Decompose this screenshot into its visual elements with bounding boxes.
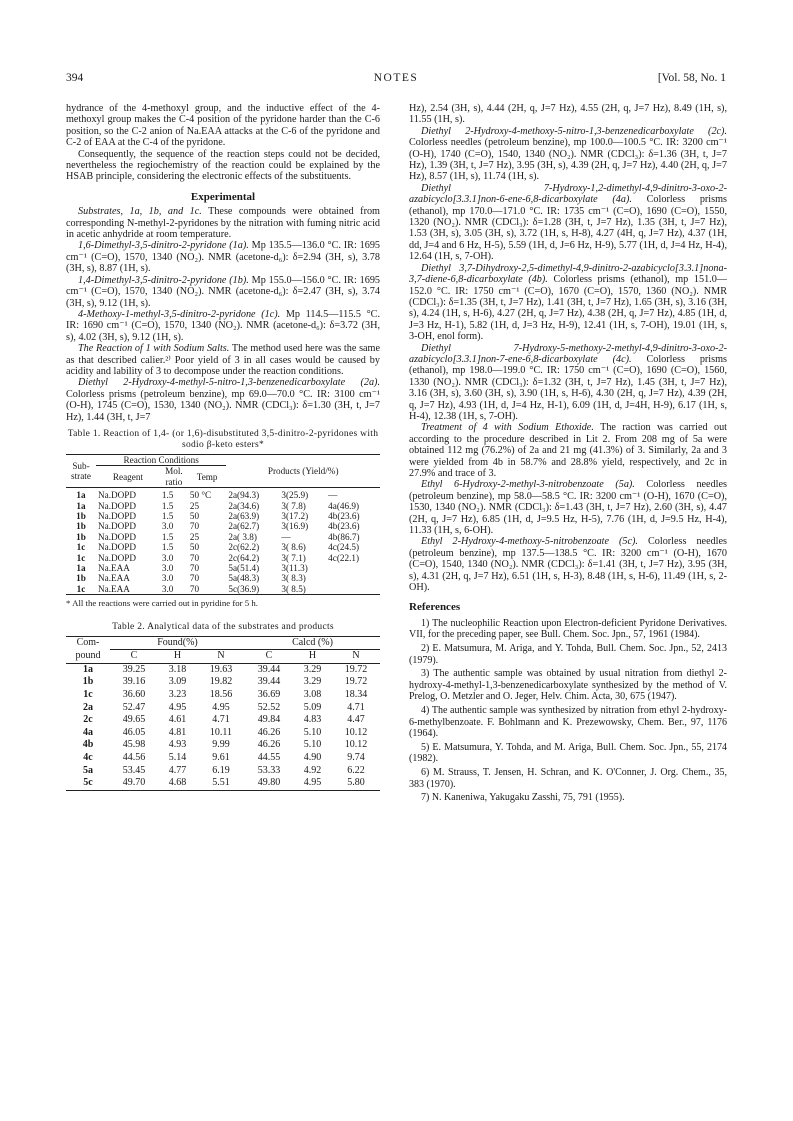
table1-cell: 1b: [76, 521, 86, 532]
table2-cell: 44.56: [122, 752, 146, 763]
reference-item: 2) E. Matsumura, M. Ariga, and Y. Tohda, Bull. Chem. Soc. Jpn., 52, 2413 (1979).: [409, 643, 727, 666]
table2-caption: Table 2. Analytical data of the substrates and products: [112, 621, 334, 632]
table2-cell: 49.70: [122, 777, 146, 789]
table2-cell: 4.95: [168, 701, 187, 713]
table1-cell: 3(25.9): [281, 490, 309, 501]
table2-cell: 3.23: [168, 689, 187, 701]
paragraph-body: Colorless prisms (ethanol), mp 151.0—152.0 °C. IR: 1750 cm⁻¹ (C=O), 1670 (C=O), 1570, 1360 (NO₂). NMR (CDCl₃): δ=1.35 (3H, t, J=7 Hz), 1.41 (3H, t, J=7 Hz), 1.65 (3H, s), 3.16 (3H, s), 4.24 (1H, s, H-6), 4.27 (2H, q, J=7 Hz), 4.38 (2H, q, J=7 Hz), 4.85 (1H, d, J=3 Hz, H-1), 5.82 (1H, d, J=3 Hz, H-9), 12.41 (1H, s, 7-OH), 19.01 (1H, s, 3-OH, enol form).: [409, 274, 727, 343]
right-paragraph: [409, 343, 727, 423]
table1-row: [66, 553, 380, 563]
table1-row: [66, 532, 380, 542]
right-paragraph: [409, 536, 727, 593]
table2-cell: 1c: [83, 689, 93, 701]
paragraph-body: Colorless needles (petroleum benzine), mp 58.0—58.5 °C. IR: 3200 cm⁻¹ (O-H), 1670 (C=O), 1530, 1340 (NO₂). NMR (CDCl₃): δ=1.43 (3H, t, J=7 Hz), 2.60 (3H, s), 4.47 (2H, q, J=7 Hz), 6.85 (1H, d, J=9.5 Hz, H-5), 7.76 (1H, d, J=9.5 Hz, H-4), 11.33 (1H, s, 6-OH).: [409, 479, 727, 537]
table1-cell: Na.EAA: [98, 573, 130, 584]
table2-cell: 4.95: [212, 701, 230, 713]
table1-cell: 3.0: [161, 521, 174, 532]
table2-head-compound: Com-pound: [66, 636, 110, 663]
paragraph-title: Diethyl 2-Hydroxy-4-methyl-5-nitro-1,3-benzenedicarboxylate (2a).: [78, 377, 380, 389]
table1-cell: 4b(23.6): [328, 511, 360, 521]
table2-cell: 10.12: [344, 739, 368, 751]
table2-row: [66, 752, 380, 765]
table2-cell: 4.71: [212, 714, 230, 726]
table2-cell: 10.12: [344, 726, 368, 738]
table1-cell: 25: [189, 500, 200, 511]
table1-cell: 1.5: [161, 511, 174, 521]
reference-item: 1) The nucleophilic Reaction upon Electron-deficient Pyridone Derivatives. VII, for the preceding paper, see Bull. Chem. Soc. Jpn., 57, 1961 (1984).: [409, 617, 727, 641]
table1-cell: 2a(62.7): [228, 521, 260, 532]
intro-paragraph: hydrance of the 4-methoxyl group, and the inductive effect of the 4-methoxyl group makes the C-4 position of the pyridone harder than the C-6 position, so the C-2 anion of Na.EAA attacks at the C-6 of the pyridone and C-2 of EAA at the C-4 of the pyridone.: [66, 103, 380, 149]
table2-cell: 3.08: [303, 689, 322, 701]
table1-cell: 4c(24.5): [328, 542, 360, 553]
table1-cell: 3.0: [161, 573, 174, 584]
right-paragraph: [409, 126, 727, 183]
table1-cell: 1a: [76, 563, 86, 574]
table2-cell: 2a: [83, 701, 93, 713]
table1-cell: 1.5: [161, 542, 174, 553]
table2-cell: 10.11: [209, 726, 233, 738]
paragraph-title: 4-Methoxy-1-methyl-3,5-dinitro-2-pyridone (1c).: [78, 308, 281, 320]
table1-cell: 4b(86.7): [328, 531, 360, 542]
table1-cell: 1a: [76, 490, 86, 501]
right-paragraph: [409, 479, 727, 536]
table2-cell: 4.95: [303, 777, 322, 789]
paragraph-title: The Reaction of 1 with Sodium Salts.: [78, 343, 230, 355]
table2-cell: 5.10: [303, 739, 322, 751]
table2-cell: 19.82: [209, 676, 233, 688]
table2-cell: 4.93: [168, 739, 187, 751]
table2-cell: 5.80: [347, 777, 365, 789]
paragraph-body: Mp 155.0—156.0 °C. IR: 1695 cm⁻¹ (C=O), 1570, 1340 (NO₂). NMR (acetone-d₆): δ=2.47 (3H, s), 3.74 (3H, s), 9.12 (1H, s).: [66, 274, 381, 309]
table1-cell: 70: [189, 552, 200, 563]
table2-cell: 3.18: [168, 663, 187, 675]
table2-cell: 39.44: [257, 663, 281, 675]
paragraph-title: Ethyl 6-Hydroxy-2-methyl-3-nitrobenzoate (5a).: [421, 479, 635, 491]
table1-head-products: Products (Yield/%): [226, 454, 380, 487]
table1-cell: 3( 7.8): [281, 500, 306, 511]
table2-col-head: C: [110, 650, 158, 664]
experimental-paragraph: [66, 309, 380, 343]
table2-head-calcd: Calcd (%): [245, 636, 380, 650]
table1-cell: [326, 573, 380, 583]
references-list: [409, 618, 727, 804]
table2-cell: 46.05: [122, 726, 146, 738]
table2-cell: 18.56: [209, 689, 233, 701]
right-paragraph: [409, 103, 727, 126]
table1-cell: 3( 8.5): [281, 583, 306, 594]
table2-cell: 49.65: [122, 714, 146, 726]
right-paragraph: [409, 422, 727, 479]
running-header: [66, 72, 726, 88]
table2-cell: 4.83: [303, 714, 322, 726]
table2-cell: 46.26: [257, 739, 281, 751]
table1-cell: 3(11.3): [281, 563, 308, 574]
table1-cell: 1.5: [161, 490, 174, 501]
table2-cell: 1b: [82, 676, 94, 688]
experimental-heading: Experimental: [190, 190, 256, 203]
table1-cell: 3.0: [161, 552, 174, 563]
left-column: [66, 103, 380, 791]
table1-cell: 4c(22.1): [328, 552, 360, 563]
table1-cell: 1b: [76, 573, 86, 584]
reference-item: 6) M. Strauss, T. Jensen, H. Schran, and K. O'Conner, J. Org. Chem., 35, 383 (1970).: [409, 767, 727, 790]
table1-cell: 2c(64.2): [228, 552, 260, 563]
table1-cell: 1c: [76, 583, 86, 594]
table1-cell: Na.DOPD: [98, 511, 137, 521]
table2-cell: 19.72: [344, 676, 368, 688]
table2-cell: 52.52: [257, 701, 281, 713]
table2-cell: 9.74: [347, 752, 365, 763]
table2-cell: 4c: [83, 752, 93, 763]
reference-item: 3) The authentic sample was obtained by usual nitration from diethyl 2-hydroxy-4-methyl-1,3-benzenedicarboxylate synthesized by the method of V. Prelog, O. Metzler and O. Jeger, Helv. Chim. Acta, 30, 675 (1947).: [409, 668, 727, 703]
table2-cell: 4a: [83, 726, 93, 738]
references-heading: References: [409, 601, 461, 614]
paragraph-body: Colorless prisms (ethanol), mp 198.0—199.0 °C. IR: 1750 cm⁻¹ (C=O), 1690 (C=O), 1560, 1330 (NO₂). NMR (CDCl₃): δ=1.32 (3H, t, J=7 Hz), 1.45 (3H, t, J=7 Hz), 3.16 (3H, s), 3.60 (3H, s), 3.90 (1H, s, H-6), 4.30 (2H, q, J=7 Hz), 4.39 (2H, q, J=7 Hz), 4.93 (1H, d, J=4 Hz, H-1), 6.09 (1H, d, J=4H, H-9), 6.17 (1H, s, H-4), 12.38 (1H, s, 7-OH).: [409, 353, 727, 422]
table2-cell: 44.55: [257, 752, 281, 763]
paragraph-body: Colorless needles (petroleum benzine), mp 137.5—138.5 °C. IR: 3200 cm⁻¹ (O-H), 1670 (C=O), 1540, 1340 (NO₂). NMR (CDCl₃): δ=1.41 (3H, t, J=7 Hz), 3.95 (3H, s), 4.31 (2H, q, J=7 Hz), 6.51 (1H, s, H-3), 8.48 (1H, s, H-6), 11.49 (1H, s, 2-OH).: [409, 536, 727, 594]
table2-row: [66, 777, 380, 790]
paragraph-body: The method used here was the same as that described calier.²⁾ Poor yield of 3 in all cases would be caused by acidity and lability of 3 to decompose under the reaction conditions.: [66, 343, 380, 377]
paragraph-body: Colorless prisms (ethanol), mp 170.0—171.0 °C. IR: 1735 cm⁻¹ (C=O), 1690 (C=O), 1550, 1320 (NO₂). NMR (CDCl₃): δ=1.28 (3H, t, J=7 Hz), 1.35 (3H, t, J=7 Hz), 1.53 (3H, s), 3.05 (3H, s), 3.72 (1H, s, H-8), 4.27 (4H, q, J=7 Hz), 4.37 (1H, dd, J=4 and 6 Hz, H-5), 5.59 (1H, d, J=6 Hz, H-9), 5.77 (1H, d, J=4 Hz, H-4), 12.64 (1H, s, 7-OH).: [409, 194, 727, 263]
table1-head-temp: Temp: [188, 466, 226, 488]
table2-cell: 49.80: [257, 777, 281, 789]
table1-head-ratio: Mol. ratio: [160, 466, 188, 488]
table1-cell: 50: [189, 511, 200, 521]
table1-cell: 3( 7.1): [281, 552, 306, 563]
table1-cell: 5a(51.4): [228, 563, 260, 574]
table1-cell: 5a(48.3): [228, 573, 260, 584]
table2-cell: 4b: [82, 739, 94, 751]
table1-cell: —: [281, 531, 291, 542]
table1-cell: 2a(94.3): [228, 490, 260, 501]
paragraph-title: Diethyl 3,7-Dihydroxy-2,5-dimethyl-4,9-dinitro-2-azabicyclo[3.3.1]nona-3,7-diene-6,8-dicarboxylate (4b).: [409, 262, 727, 286]
table1-cell: —: [328, 490, 338, 501]
table2-cell: 36.69: [257, 689, 281, 701]
table1-cell: 3.0: [161, 563, 174, 574]
table1-cell: 70: [189, 583, 200, 594]
table1-row: [66, 488, 380, 501]
table2-cell: 4.71: [347, 701, 365, 713]
table2-cell: 52.47: [122, 701, 146, 713]
experimental-paragraph: [66, 206, 380, 240]
table1-cell: 1b: [76, 511, 86, 521]
table2-cell: 39.16: [122, 676, 146, 688]
table1-row: [66, 584, 380, 595]
table2-cell: 5a: [83, 764, 93, 776]
table1-cell: Na.DOPD: [98, 500, 137, 511]
table2: [66, 636, 380, 791]
table1-cell: 70: [189, 521, 200, 532]
table2-col-head: N: [197, 650, 245, 664]
table2-cell: 5c: [83, 777, 93, 789]
table1-cell: 25: [189, 531, 200, 542]
paragraph-body: Colorless prisms (petroleum benzine), mp 69.0—70.0 °C. IR: 3100 cm⁻¹ (O-H), 1745 (C=O), 1530, 1340 (NO₂). NMR (CDCl₃): δ=1.30 (3H, t, J=7 Hz), 1.44 (3H, t, J=7: [66, 388, 380, 423]
table2-col-head: H: [293, 650, 332, 664]
table1-cell: [326, 584, 380, 595]
table2-row: [66, 702, 380, 715]
table2-col-head: C: [245, 650, 293, 664]
table2-cell: 4.81: [168, 726, 187, 738]
table2-cell: 3.29: [303, 663, 322, 675]
table2-row: [66, 663, 380, 676]
table2-cell: 5.51: [212, 777, 230, 789]
table1-cell: 1a: [76, 500, 86, 511]
paragraph-title: Diethyl 7-Hydroxy-5-methoxy-2-methyl-4,9-dinitro-3-oxo-2-azabicyclo[3.3.1]non-7-ene-6,8-dicarboxylate (4c).: [409, 342, 727, 365]
right-column: [409, 103, 727, 806]
table2-cell: 45.98: [122, 739, 146, 751]
table1-cell: Na.DOPD: [98, 521, 137, 532]
paragraph-body: Mp 135.5—136.0 °C. IR: 1695 cm⁻¹ (C=O), 1570, 1340 (NO₂). NMR (acetone-d₆): δ=2.94 (3H, s), 3.78 (3H, s), 8.87 (1H, s).: [66, 240, 381, 275]
paragraph-title: Substrates, 1a, 1b, and 1c.: [78, 206, 202, 218]
table2-cell: 39.44: [257, 676, 281, 688]
intro-paragraph: Consequently, the sequence of the reaction steps could not be decided, nevertheless the regiochemistry of the reaction could be explained by the HSAB principle, considering the electronic effects of the substituents.: [66, 148, 380, 183]
table1-cell: 2c(62.2): [228, 542, 260, 553]
table1-cell: 3.0: [161, 583, 174, 594]
right-paragraph: [409, 263, 727, 343]
table2-cell: 19.72: [344, 663, 368, 675]
table1: [66, 454, 380, 595]
table2-cell: 5.14: [168, 752, 187, 763]
experimental-paragraph: [66, 240, 380, 274]
table2-cell: 36.60: [122, 689, 146, 701]
table1-cell: Na.DOPD: [98, 490, 137, 501]
table2-col-head: H: [158, 650, 197, 664]
experimental-paragraph: [66, 343, 380, 377]
table2-cell: 2c: [83, 714, 93, 726]
table1-cell: 1b: [76, 531, 86, 542]
table1-cell: 70: [189, 563, 200, 574]
reference-item: 7) N. Kaneniwa, Yakugaku Zasshi, 75, 791 (1955).: [421, 792, 625, 804]
table2-cell: 6.22: [347, 764, 365, 776]
table2-cell: 4.61: [168, 714, 187, 726]
table1-cell: 3(17.2): [281, 511, 309, 521]
table1-row: [66, 563, 380, 573]
table1-caption: Table 1. Reaction of 1,4- (or 1,6)-disubstituted 3,5-dinitro-2-pyridones with sodio β-keto esters*: [67, 428, 379, 450]
table1-cell: Na.EAA: [98, 563, 130, 574]
table2-cell: 9.61: [212, 752, 230, 763]
paragraph-body: The raction was carried out according to the procedure described in Lit 2. From 208 mg of 5a were obtained 112 mg (76.2%) of 2a and 21 mg (41.3%) of 3. Similarly, 2a and 3 were yielded from 4b in 58.7% and 28.8% yield, respectively, and 2c in 27.9% and trace of 3.: [409, 422, 727, 479]
paragraph-title: Diethyl 2-Hydroxy-4-methoxy-5-nitro-1,3-benzenedicarboxylate (2c).: [421, 125, 727, 137]
right-paragraph: [409, 183, 727, 263]
table1-cell: 3( 8.3): [281, 573, 306, 584]
reference-item: 4) The authentic sample was synthesized by nitration from ethyl 2-hydroxy-6-methylbenzoate. F. Bohlmann and K. Prezewowsky, Chem. Ber., 97, 1176 (1964).: [409, 705, 727, 740]
table1-row: [66, 501, 380, 511]
experimental-text: [66, 206, 380, 423]
volume-info: [Vol. 58, No. 1: [657, 72, 726, 84]
table1-cell: 4a(46.9): [328, 500, 360, 511]
table2-cell: 39.25: [122, 663, 146, 675]
table1-cell: 1.5: [161, 500, 174, 511]
experimental-paragraph: [66, 377, 380, 423]
table2-cell: 4.92: [303, 764, 322, 776]
table2-cell: 6.19: [212, 764, 230, 776]
table1-cell: 70: [189, 573, 200, 584]
reference-item: 5) E. Matsumura, Y. Tohda, and M. Ariga, Bull. Chem. Soc. Jpn., 55, 2174 (1982).: [409, 741, 727, 765]
table1-cell: 2a(34.6): [228, 500, 260, 511]
table1-cell: 1.5: [161, 531, 174, 542]
table2-row: [66, 676, 380, 689]
paragraph-title: Treatment of 4 with Sodium Ethoxide.: [421, 422, 594, 434]
table2-cell: 9.99: [212, 739, 230, 751]
table1-cell: Na.DOPD: [98, 542, 137, 553]
page-number: 394: [66, 72, 84, 84]
table2-cell: 4.90: [303, 752, 322, 763]
table2-cell: 5.10: [303, 726, 322, 738]
table1-cell: Na.DOPD: [98, 531, 137, 542]
table2-cell: 18.34: [344, 689, 368, 701]
table1-cell: Na.DOPD: [98, 552, 137, 563]
intro-text: [66, 103, 380, 183]
table1-cell: [326, 563, 380, 573]
paragraph-body: Mp 114.5—115.5 °C. IR: 1690 cm⁻¹ (C=O), 1570, 1340 (NO₂). NMR (acetone-d₆): δ=3.72 (3H, s), 4.02 (3H, s), 9.12 (1H, s).: [66, 308, 381, 343]
table1-row: [66, 573, 380, 583]
table1-cell: 1c: [76, 542, 86, 553]
table2-row: [66, 689, 380, 702]
table1-cell: 50 °C: [189, 490, 212, 501]
table1-cell: 50: [189, 542, 200, 553]
table1-cell: 3( 8.6): [281, 542, 306, 553]
table1-cell: 3(16.9): [281, 521, 309, 532]
table2-cell: 49.84: [257, 714, 281, 726]
table1-cell: 2a(63.9): [228, 511, 260, 521]
table1-head-reagent: Reagent: [96, 466, 160, 488]
table1-footnote: * All the reactions were carried out in pyridine for 5 h.: [66, 598, 259, 609]
right-paragraphs: [409, 103, 727, 593]
table2-cell: 46.26: [257, 726, 281, 738]
table2-cell: 3.29: [303, 676, 322, 688]
table1-head-substrate: Sub-strate: [66, 454, 96, 487]
table2-head-found: Found(%): [110, 636, 245, 650]
table2-cell: 4.68: [168, 777, 187, 789]
table2-cell: 53.33: [257, 764, 281, 776]
table2-cell: 5.09: [303, 701, 322, 713]
table2-cell: 53.45: [122, 764, 146, 776]
table2-cell: 3.09: [168, 676, 187, 688]
table2-cell: 19.63: [209, 663, 233, 675]
table1-cell: 2a( 3.8): [228, 531, 257, 542]
paragraph-body: Hz), 2.54 (3H, s), 4.44 (2H, q, J=7 Hz), 4.55 (2H, q, J=7 Hz), 8.49 (1H, s), 11.55 (1H, s).: [409, 103, 727, 126]
paragraph-title: Diethyl 7-Hydroxy-1,2-dimethyl-4,9-dinitro-3-oxo-2-azabicyclo[3.3.1]non-6-ene-6,8-dicarboxylate (4a).: [409, 182, 727, 206]
paragraph-body: These compounds were obtained from corresponding N-methyl-2-pyridones by the nitration with fuming nitric acid in acetic anhydride at room temperature.: [66, 206, 380, 241]
table1-row: [66, 511, 380, 521]
table2-row: [66, 727, 380, 740]
table2-cell: 4.47: [347, 714, 365, 726]
paragraph-title: 1,4-Dimethyl-3,5-dinitro-2-pyridone (1b).: [78, 274, 249, 286]
paragraph-title: 1,6-Dimethyl-3,5-dinitro-2-pyridone (1a).: [78, 240, 249, 252]
paragraph-title: Ethyl 2-Hydroxy-4-methoxy-5-nitrobenzoate (5c).: [421, 536, 638, 548]
table1-row: [66, 521, 380, 531]
table2-row: [66, 714, 380, 727]
table2-cell: 1a: [83, 663, 93, 675]
journal-section-title: NOTES: [373, 72, 419, 84]
table1-head-conditions: Reaction Conditions: [96, 454, 226, 465]
experimental-paragraph: [66, 275, 380, 309]
table2-row: [66, 739, 380, 752]
table2-col-head: N: [332, 650, 380, 664]
table2-cell: 4.77: [168, 764, 187, 776]
table1-cell: 4b(23.6): [328, 521, 360, 532]
table1-cell: Na.EAA: [98, 583, 130, 594]
table2-row: [66, 765, 380, 778]
table1-cell: 1c: [76, 552, 86, 563]
table1-cell: 5c(36.9): [228, 583, 260, 594]
table1-row: [66, 542, 380, 552]
paragraph-body: Colorless needles (petroleum benzine), mp 100.0—100.5 °C. IR: 3200 cm⁻¹ (O-H), 1740 (C=O), 1540, 1340 (NO₂). NMR (CDCl₃): δ=1.36 (3H, t, J=7 Hz), 1.39 (3H, t, J=7 Hz), 3.95 (3H, s), 4.39 (2H, q, J=7 Hz), 4.40 (2H, q, J=7 Hz), 8.57 (1H, s), 11.74 (1H, s).: [409, 137, 727, 183]
